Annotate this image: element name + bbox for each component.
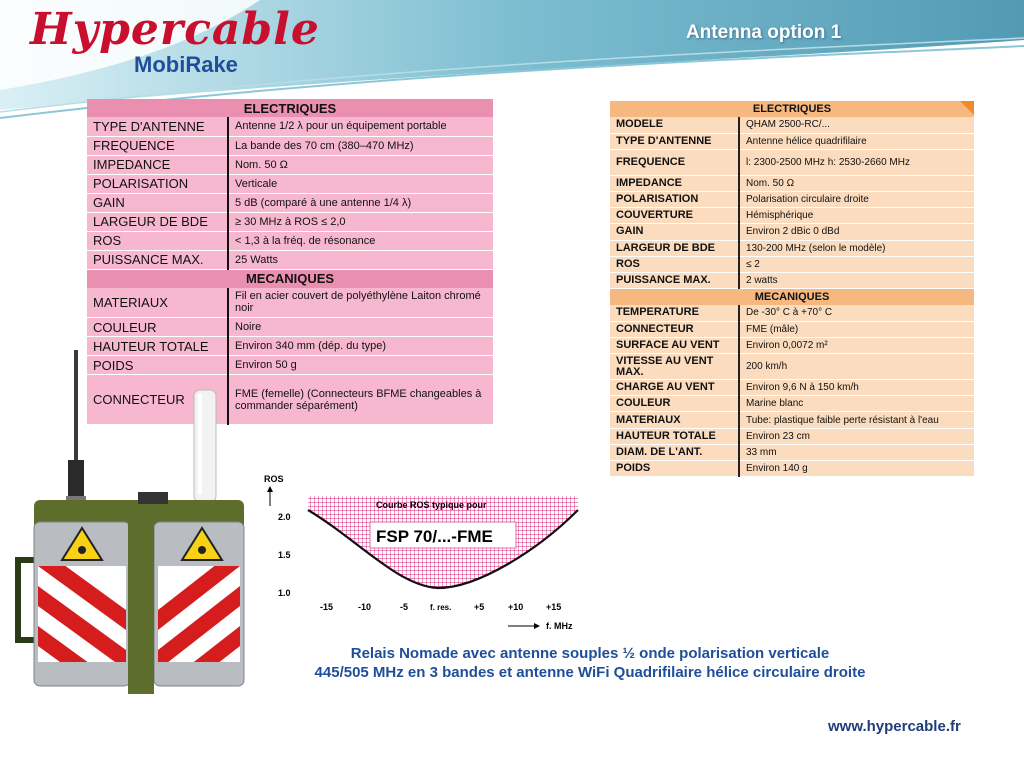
spec-value: Environ 50 g	[228, 356, 493, 375]
spec-label: COUVERTURE	[610, 208, 739, 224]
x-tick-label: +15	[546, 602, 562, 612]
spec-label: COULEUR	[610, 396, 739, 412]
spec-row	[87, 155, 493, 174]
orange-spec-table	[610, 101, 974, 477]
spec-label: CONNECTEUR	[87, 375, 228, 424]
spec-value: Nom. 50 Ω	[739, 175, 974, 191]
section-header	[610, 289, 974, 306]
spec-label: FREQUENCE	[610, 149, 739, 175]
spec-label: HAUTEUR TOTALE	[87, 337, 228, 356]
x-tick-label: -10	[358, 602, 372, 612]
spec-value: Tube: plastique faible perte résistant à l'eau	[739, 412, 974, 428]
spec-row	[610, 240, 974, 256]
spec-row	[610, 354, 974, 380]
spec-row	[610, 461, 974, 477]
spec-label: HAUTEUR TOTALE	[610, 428, 739, 444]
spec-value: Antenne hélice quadrifilaire	[739, 133, 974, 149]
chart-legend-model: FSP 70/...-FME	[376, 527, 493, 546]
spec-row	[610, 428, 974, 444]
x-tick-label: -5	[400, 602, 409, 612]
spec-value: 5 dB (comparé à une antenne 1/4 λ)	[228, 193, 493, 212]
spec-value: Environ 340 mm (dép. du type)	[228, 337, 493, 356]
spec-label: CONNECTEUR	[610, 321, 739, 337]
product-name: MobiRake	[134, 52, 238, 77]
spec-row	[87, 318, 493, 337]
spec-value: Environ 140 g	[739, 461, 974, 477]
footer-url[interactable]: www.hypercable.fr	[828, 718, 961, 735]
spec-label: ROS	[87, 231, 228, 250]
spec-value: De -30° C à +70° C	[739, 305, 974, 321]
spec-value: Environ 9,6 N à 150 km/h	[739, 380, 974, 396]
spec-label: LARGEUR DE BDE	[610, 240, 739, 256]
section-header	[610, 101, 974, 117]
spec-label: VITESSE AU VENT MAX.	[610, 354, 739, 380]
section-title: ELECTRIQUES	[610, 101, 974, 117]
spec-row	[610, 444, 974, 460]
spec-row	[610, 380, 974, 396]
spec-label: PUISSANCE MAX.	[610, 272, 739, 288]
spec-label: POLARISATION	[87, 174, 228, 193]
spec-value: Environ 0,0072 m²	[739, 337, 974, 353]
spec-row	[610, 191, 974, 207]
spec-value: QHAM 2500-RC/...	[739, 117, 974, 133]
caption-line-2: 445/505 MHz en 3 bandes et antenne WiFi Quadrifilaire hélice circulaire droite	[314, 664, 866, 681]
spec-label: MATERIAUX	[87, 288, 228, 318]
spec-row	[87, 250, 493, 269]
y-tick-label: 2.0	[278, 512, 291, 522]
spec-value: Marine blanc	[739, 396, 974, 412]
section-header	[87, 269, 493, 288]
y-tick-label: 1.0	[278, 588, 291, 598]
spec-label: FREQUENCE	[87, 136, 228, 155]
spec-label: TYPE D'ANTENNE	[87, 117, 228, 136]
spec-value: Environ 23 cm	[739, 428, 974, 444]
spec-label: TYPE D'ANTENNE	[610, 133, 739, 149]
spec-value: La bande des 70 cm (380–470 MHz)	[228, 136, 493, 155]
spec-label: GAIN	[87, 193, 228, 212]
caption-line-1: Relais Nomade avec antenne souples ½ onde polarisation verticale	[350, 645, 830, 662]
spec-label: TEMPERATURE	[610, 305, 739, 321]
spec-value: < 1,3 à la fréq. de résonance	[228, 231, 493, 250]
section-title: MECANIQUES	[610, 289, 974, 306]
spec-row	[610, 256, 974, 272]
spec-row	[610, 396, 974, 412]
spec-row	[610, 337, 974, 353]
spec-row	[87, 212, 493, 231]
table-corner-icon	[960, 101, 974, 115]
spec-value: ≤ 2	[739, 256, 974, 272]
spec-row	[610, 117, 974, 133]
spec-label: IMPEDANCE	[87, 155, 228, 174]
spec-value: 25 Watts	[228, 250, 493, 269]
x-tick-label: f. res.	[430, 603, 452, 612]
spec-row	[610, 321, 974, 337]
brand-logo: Hypercable	[30, 4, 320, 55]
spec-label: PUISSANCE MAX.	[87, 250, 228, 269]
spec-row	[610, 149, 974, 175]
x-tick-label: -15	[320, 602, 334, 612]
chart-legend-title: Courbe ROS typique pour	[376, 500, 487, 510]
slide-caption	[250, 644, 930, 682]
spec-row	[87, 193, 493, 212]
spec-value: FME (femelle) (Connecteurs BFME changeables à commander séparément)	[228, 375, 493, 424]
mobirake-device-image	[8, 350, 256, 702]
spec-label: ROS	[610, 256, 739, 272]
ros-chart	[258, 470, 580, 636]
spec-value: 130-200 MHz (selon le modèle)	[739, 240, 974, 256]
spec-row	[87, 231, 493, 250]
section-title: ELECTRIQUES	[87, 99, 493, 117]
spec-label: GAIN	[610, 224, 739, 240]
spec-row	[610, 175, 974, 191]
spec-row	[610, 272, 974, 288]
spec-row	[87, 136, 493, 155]
spec-value: Antenne 1/2 λ pour un équipement portable	[228, 117, 493, 136]
spec-row	[610, 412, 974, 428]
x-tick-label: +5	[474, 602, 485, 612]
section-header	[87, 99, 493, 117]
spec-value: Nom. 50 Ω	[228, 155, 493, 174]
spec-row	[610, 208, 974, 224]
slide-title: Antenna option 1	[686, 22, 842, 43]
x-tick-label: +10	[508, 602, 524, 612]
section-title: MECANIQUES	[87, 269, 493, 288]
spec-label: MATERIAUX	[610, 412, 739, 428]
spec-value: FME (mâle)	[739, 321, 974, 337]
spec-row	[610, 305, 974, 321]
spec-value: 200 km/h	[739, 354, 974, 380]
chart-xlabel: f. MHz	[546, 621, 573, 631]
spec-value: l: 2300-2500 MHz h: 2530-2660 MHz	[739, 149, 974, 175]
spec-row	[87, 117, 493, 136]
spec-label: IMPEDANCE	[610, 175, 739, 191]
spec-value: Hémisphérique	[739, 208, 974, 224]
spec-value: ≥ 30 MHz à ROS ≤ 2,0	[228, 212, 493, 231]
spec-value: Environ 2 dBic 0 dBd	[739, 224, 974, 240]
chart-ylabel: ROS	[264, 474, 284, 484]
spec-value: 2 watts	[739, 272, 974, 288]
spec-row	[610, 133, 974, 149]
spec-row	[87, 174, 493, 193]
spec-label: MODELE	[610, 117, 739, 133]
spec-label: LARGEUR DE BDE	[87, 212, 228, 231]
spec-label: DIAM. DE L'ANT.	[610, 444, 739, 460]
spec-value: 33 mm	[739, 444, 974, 460]
spec-label: POIDS	[610, 461, 739, 477]
spec-value: Polarisation circulaire droite	[739, 191, 974, 207]
spec-row	[610, 224, 974, 240]
spec-label: COULEUR	[87, 318, 228, 337]
spec-label: POIDS	[87, 356, 228, 375]
y-tick-label: 1.5	[278, 550, 291, 560]
spec-row	[87, 288, 493, 318]
spec-label: CHARGE AU VENT	[610, 380, 739, 396]
spec-label: POLARISATION	[610, 191, 739, 207]
spec-value: Verticale	[228, 174, 493, 193]
spec-label: SURFACE AU VENT	[610, 337, 739, 353]
spec-value: Fil en acier couvert de polyéthylène Laiton chromé noir	[228, 288, 493, 318]
spec-value: Noire	[228, 318, 493, 337]
